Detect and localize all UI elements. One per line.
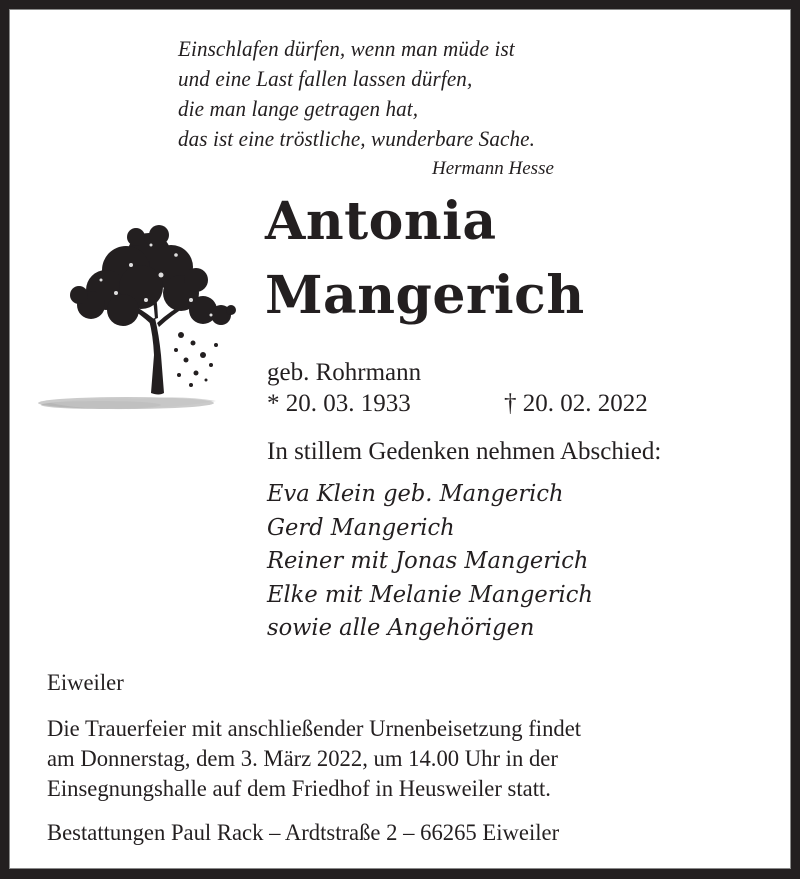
location: Eiweiler	[47, 670, 124, 695]
maiden-name: geb. Rohrmann	[267, 359, 422, 386]
tree-icon	[31, 215, 251, 421]
quote-line: und eine Last fallen lassen dürfen,	[178, 66, 473, 91]
deceased-first-name: Antonia	[265, 191, 497, 252]
ceremony-line: Die Trauerfeier mit anschließender Urnenbeisetzung findet	[47, 716, 582, 741]
funeral-home: Bestattungen Paul Rack – Ardtstraße 2 – 66265 Eiweiler	[47, 820, 560, 845]
mourner: sowie alle Angehörigen	[267, 615, 535, 641]
mourner: Elke mit Melanie Mangerich	[267, 582, 593, 608]
mourner: Gerd Mangerich	[267, 515, 455, 541]
quote-author: Hermann Hesse	[432, 158, 554, 179]
quote-line: Einschlafen dürfen, wenn man müde ist	[178, 36, 515, 61]
quote-line: das ist eine tröstliche, wunderbare Sache.	[178, 126, 535, 151]
deceased-last-name: Mangerich	[265, 265, 585, 326]
birth-date: * 20. 03. 1933	[267, 390, 411, 417]
death-date: † 20. 02. 2022	[504, 390, 648, 417]
farewell-heading: In stillem Gedenken nehmen Abschied:	[267, 438, 662, 465]
obituary-card	[9, 9, 791, 869]
ceremony-line: Einsegnungshalle auf dem Friedhof in Heusweiler statt.	[47, 776, 551, 801]
mourner: Eva Klein geb. Mangerich	[267, 481, 564, 507]
quote-line: die man lange getragen hat,	[178, 96, 419, 121]
mourner: Reiner mit Jonas Mangerich	[267, 548, 589, 574]
ceremony-line: am Donnerstag, dem 3. März 2022, um 14.00 Uhr in der	[47, 746, 558, 771]
